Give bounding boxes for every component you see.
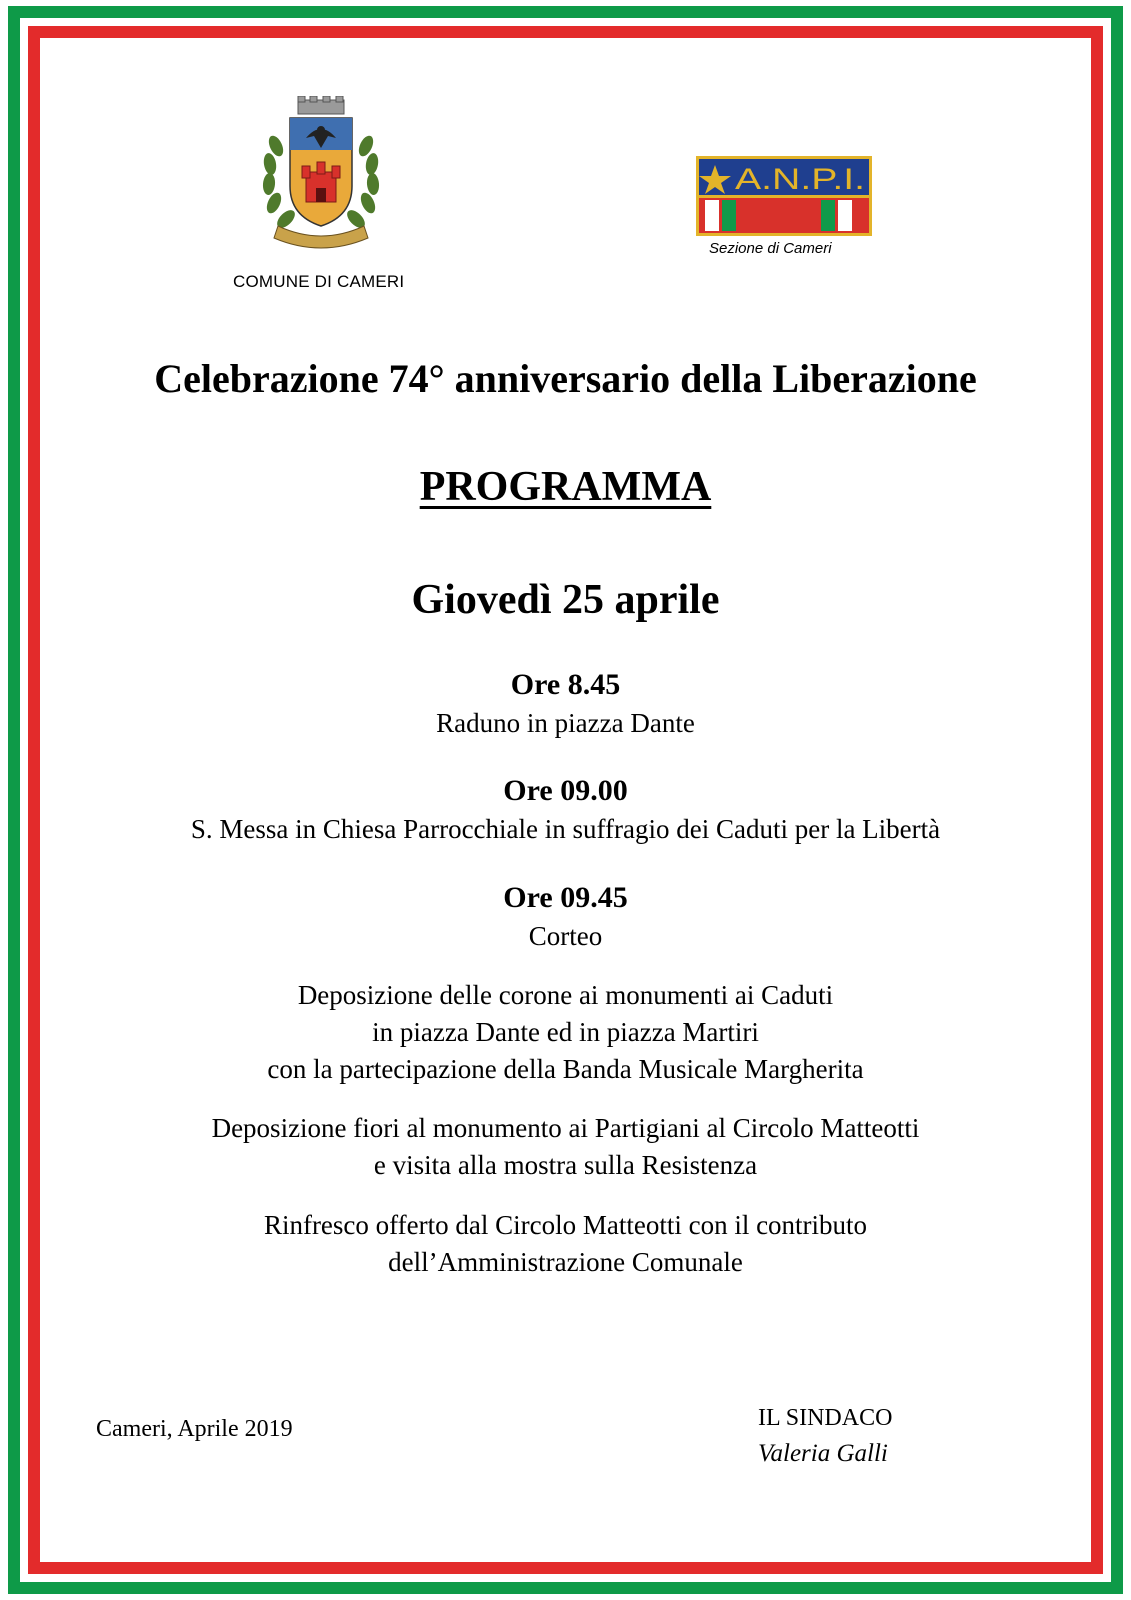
anpi-section-label: Sezione di Cameri [709, 240, 832, 257]
programma-heading [40, 463, 1091, 511]
schedule-time: Ore 8.45 [510, 668, 621, 701]
event-line: dell’Amministrazione Comunale [388, 1247, 743, 1277]
coat-of-arms-icon [256, 96, 386, 256]
page-title: Celebrazione 74° anniversario della Liberazione [154, 356, 977, 401]
schedule-time: Ore 09.45 [503, 881, 628, 914]
comune-label: COMUNE DI CAMERI [233, 272, 405, 291]
event-line: e visita alla mostra sulla Resistenza [373, 1150, 758, 1180]
event-line: con la partecipazione della Banda Musicale Margherita [267, 1054, 864, 1084]
schedule-description: Corteo [528, 921, 603, 951]
event-line: Rinfresco offerto dal Circolo Matteotti con il contributo [263, 1210, 868, 1240]
schedule-time: Ore 09.00 [503, 774, 628, 807]
place-date: Cameri, Aprile 2019 [96, 1416, 293, 1442]
programma-heading-text: PROGRAMMA [419, 464, 712, 510]
schedule-description: Raduno in piazza Dante [436, 708, 695, 738]
anpi-logo-text: A.N.P.I. [735, 163, 865, 196]
schedule-description: S. Messa in Chiesa Parrocchiale in suffragio dei Caduti per la Libertà [190, 814, 941, 844]
event-line: in piazza Dante ed in piazza Martiri [372, 1017, 759, 1047]
event-line: Deposizione delle corone ai monumenti ai Caduti [297, 980, 834, 1010]
signature-role: IL SINDACO [758, 1405, 893, 1431]
event-line: Deposizione fiori al monumento ai Partigiani al Circolo Matteotti [211, 1113, 920, 1143]
anpi-logo-icon [695, 155, 873, 237]
signature-name: Valeria Galli [758, 1440, 888, 1467]
event-date: Giovedì 25 aprile [411, 577, 720, 623]
